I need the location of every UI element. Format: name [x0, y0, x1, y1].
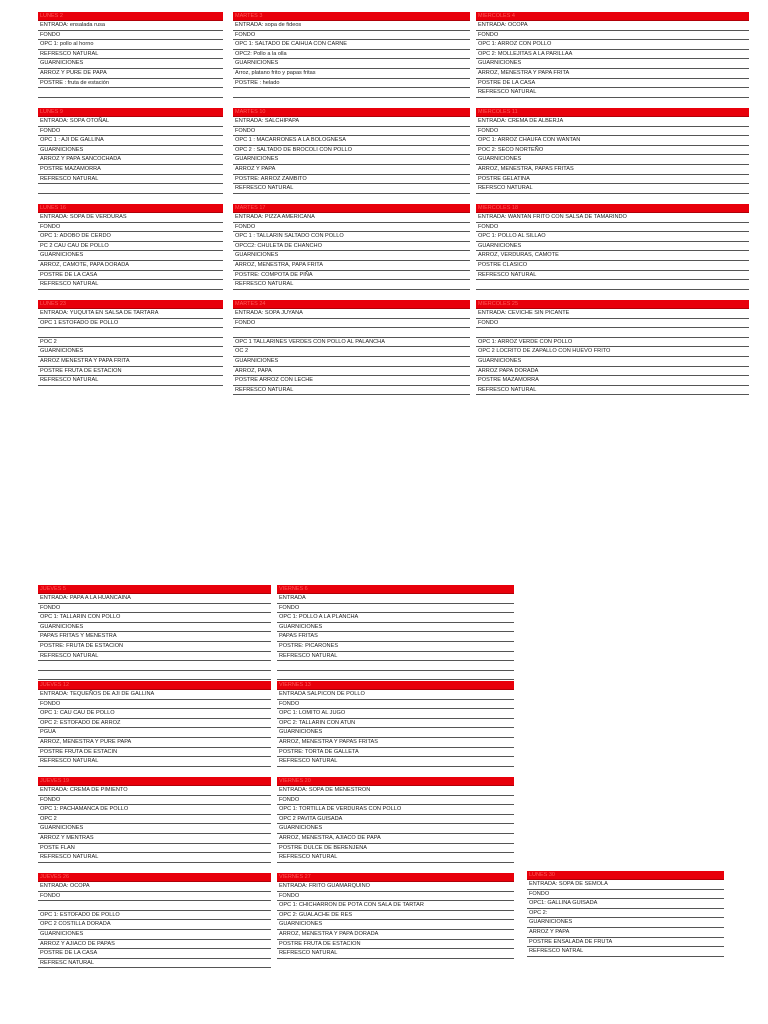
menu-line: ENTRADA: YUQUITA EN SALSA DE TARTARA	[38, 309, 223, 319]
menu-line: POSTRE: TORTA DE GALLETA	[277, 748, 514, 758]
menu-line: ARROZ Y PAPA	[527, 928, 724, 938]
menu-line: REFRESCO NATURAL	[38, 175, 223, 185]
day-header: MARTES 10	[233, 108, 470, 117]
menu-line: FONDO	[38, 796, 271, 806]
bottom-menu-block-4	[277, 681, 514, 767]
menu-line: POSTRE GELATINA	[476, 175, 749, 185]
menu-line: FONDO	[233, 127, 470, 137]
top-menu-block-5	[233, 108, 470, 194]
menu-line: ARROZ, MENESTRA Y PAPA FRITA	[476, 69, 749, 79]
menu-line: OPCC2: CHULETA DE CHANCHO	[233, 242, 470, 252]
menu-line: ENTRADA: OCOPA	[476, 21, 749, 31]
menu-line: GUARNICIONES	[233, 251, 470, 261]
menu-line: OPC 1: TORTILLA DE VERDURAS CON POLLO	[277, 805, 514, 815]
menu-line: POSTRE DE LA CASA	[38, 949, 271, 959]
menu-line: FONDO	[277, 796, 514, 806]
menu-line: FONDO	[233, 31, 470, 41]
menu-line: REFRESCO NATURAL	[38, 376, 223, 386]
menu-line: GUARNICIONES	[233, 357, 470, 367]
menu-line: Arroz, platano frito y papas fritas	[233, 69, 470, 79]
menu-line: FONDO	[277, 892, 514, 902]
menu-line: OPC 1: ARROZ VERDE CON POLLO	[476, 338, 749, 348]
menu-line: FONDO	[38, 892, 271, 902]
menu-line: POSTRE: FRUTA DE ESTACION	[38, 642, 271, 652]
menu-line	[476, 328, 749, 338]
menu-line: ARROZ, MENESTRA Y PURE PAPA	[38, 738, 271, 748]
day-header: MIERCOLES 11	[476, 108, 749, 117]
day-header: LUNES 9	[38, 108, 223, 117]
menu-line: REFRESCO NATURAL	[233, 184, 470, 194]
menu-line: ENTRADA: SALCHIPAPA	[233, 117, 470, 127]
menu-line: FONDO	[277, 604, 514, 614]
day-header: VIERNES 13	[277, 681, 514, 690]
menu-line	[233, 88, 470, 98]
menu-line: FONDO	[38, 223, 223, 233]
day-header: LUNES 2	[38, 12, 223, 21]
day-header: LUNES 30	[527, 871, 724, 880]
menu-line: OPC 1: PACHAMANCA DE POLLO	[38, 805, 271, 815]
menu-line: PAPAS FRITAS	[277, 632, 514, 642]
menu-line	[38, 88, 223, 98]
day-header: LUNES 16	[38, 204, 223, 213]
menu-line: ARROZ MENESTRA Y PAPA FRITA	[38, 357, 223, 367]
menu-line: OPC 1: CAU CAU DE POLLO	[38, 709, 271, 719]
menu-line: ENTRADA: CREMA DE ALBERJA	[476, 117, 749, 127]
menu-line: OPC 1 : TALLARIN SALTADO CON POLLO	[233, 232, 470, 242]
menu-line: OPC 1: POLLO A LA PLANCHA	[277, 613, 514, 623]
menu-line: ENTRADA: OCOPA	[38, 882, 271, 892]
top-menu-block-2	[233, 12, 470, 98]
menu-line: REFRESCO NATURAL	[233, 280, 470, 290]
menu-line: FONDO	[38, 127, 223, 137]
menu-line: POSTRE DE LA CASA	[38, 271, 223, 281]
menu-line: POSTE FLAN	[38, 844, 271, 854]
day-header: JUEVES 5	[38, 585, 271, 594]
menu-line: OPC 1 ESTOFADO DE POLLO	[38, 319, 223, 329]
menu-line: POSTRE CLASICO	[476, 261, 749, 271]
menu-line: REFRESCO NATURAL	[233, 386, 470, 396]
menu-line: OPC 1: ARROZ CON POLLO	[476, 40, 749, 50]
menu-line: PC 2 CAU CAU DE POLLO	[38, 242, 223, 252]
menu-line	[277, 671, 514, 681]
menu-line: GUARNICIONES	[476, 242, 749, 252]
menu-line	[38, 671, 271, 681]
day-header: MARTES 24	[233, 300, 470, 309]
menu-line: REFRESCO NATURAL	[277, 949, 514, 959]
top-menu-block-9	[476, 204, 749, 290]
menu-line: FONDO	[38, 700, 271, 710]
menu-line: REFRESCO NATURAL	[476, 386, 749, 396]
menu-line: ARROZ, VERDURAS, CAMOTE	[476, 251, 749, 261]
menu-line: ARROZ Y PAPA	[233, 165, 470, 175]
menu-line: POSTRE: ARROZ ZAMBITO	[233, 175, 470, 185]
menu-line: OPC 2: GUALACHE DE RES	[277, 911, 514, 921]
menu-line: POC 2: SECO NORTEÑO	[476, 146, 749, 156]
menu-line: POSTRE FRUTA DE ESTACIN	[38, 748, 271, 758]
menu-line: OPC 2: ESTOFADO DE ARROZ	[38, 719, 271, 729]
menu-line: ENTRADA: SOPA JUYANA	[233, 309, 470, 319]
top-menu-block-1	[38, 12, 223, 98]
menu-line: ARROZ PAPA DORADA	[476, 367, 749, 377]
menu-line: ENTRADA: PIZZA AMERICANA	[233, 213, 470, 223]
menu-line: POSTRE ARROZ CON LECHE	[233, 376, 470, 386]
menu-line	[277, 661, 514, 671]
day-header: JUEVES 12	[38, 681, 271, 690]
menu-line	[38, 901, 271, 911]
top-menu-block-7	[38, 204, 223, 290]
menu-line: FONDO	[233, 319, 470, 329]
day-header: MIERCOLES 4	[476, 12, 749, 21]
menu-line: OPC 1 : MACARRONES A LA BOLOGNESA	[233, 136, 470, 146]
menu-line: OPC 2 PAVITA GUISADA	[277, 815, 514, 825]
day-header: JUEVES 19	[38, 777, 271, 786]
menu-line: OPC 1: ESTOFADO DE POLLO	[38, 911, 271, 921]
menu-line: OPC2: Pollo a la olla	[233, 50, 470, 60]
menu-line: FONDO	[476, 127, 749, 137]
menu-line: GUARNICIONES	[277, 623, 514, 633]
menu-line: ENTRADA: ensalada rusa	[38, 21, 223, 31]
day-header: JUEVES 26	[38, 873, 271, 882]
menu-line: ARROZ, MENESTRA, AJIACO DE PAPA	[277, 834, 514, 844]
menu-line: POSTRE: PICARONES	[277, 642, 514, 652]
menu-line: ARROZ, PAPA	[233, 367, 470, 377]
menu-line: REFRESCO NATURAL	[38, 853, 271, 863]
menu-line: ENTRADA: PAPA A LA HUANCAINA	[38, 594, 271, 604]
menu-line: POSTRE FRUTA DE ESTACION	[277, 940, 514, 950]
menu-line: GUARNICIONES	[38, 930, 271, 940]
menu-line: REFRESCO NATURAL	[476, 88, 749, 98]
menu-line: OPC 1: CHICHARRON DE POTA CON SALA DE TARTAR	[277, 901, 514, 911]
top-menu-block-11	[233, 300, 470, 395]
menu-line: REFRESCO NATURAL	[38, 652, 271, 662]
menu-line	[38, 661, 271, 671]
menu-line: GUARNICIONES	[277, 824, 514, 834]
top-menu-block-4	[38, 108, 223, 194]
menu-line: ENTRADA: FRITO GUAMARQUINO	[277, 882, 514, 892]
top-menu-block-6	[476, 108, 749, 194]
menu-line: FONDO	[476, 319, 749, 329]
menu-line	[38, 184, 223, 194]
menu-line: ENTRADA: SOPA DE SEMOLA	[527, 880, 724, 890]
menu-line: GUARNICIONES	[38, 824, 271, 834]
day-header: MIERCOLES 18	[476, 204, 749, 213]
top-menu-block-8	[233, 204, 470, 290]
menu-line: OPC 2: TALLARIN CON ATUN	[277, 719, 514, 729]
menu-line: REFRSCO NATURAL	[476, 184, 749, 194]
menu-line	[38, 328, 223, 338]
top-menu-block-10	[38, 300, 223, 386]
menu-line: POSTRE: COMPOTA DE PIÑA	[233, 271, 470, 281]
menu-line: GUARNICIONES	[233, 155, 470, 165]
menu-line: OPC 1: POLLO AL SILLAO	[476, 232, 749, 242]
menu-line: GUARNICIONES	[476, 155, 749, 165]
menu-line: ARROZ Y AJIACO DE PAPAS	[38, 940, 271, 950]
top-menu-block-3	[476, 12, 749, 98]
day-header: VIERNES 27	[277, 873, 514, 882]
menu-line: ENTRADA SALPICON DE POLLO	[277, 690, 514, 700]
menu-line: ARROZ, MENESTRA Y PAPAS FRITAS	[277, 738, 514, 748]
bottom-menu-block-8	[277, 873, 514, 959]
menu-line: ENTRADA: WANTAN FRITO CON SALSA DE TAMARINDO	[476, 213, 749, 223]
menu-line: POSTRE FRUTA DE ESTACION	[38, 367, 223, 377]
menu-line: ENTRADA: CEVICHE SIN PICANTE	[476, 309, 749, 319]
menu-line: OPC 2:	[527, 909, 724, 919]
menu-line: GUARNICIONES	[277, 728, 514, 738]
menu-line: FONDO	[476, 223, 749, 233]
menu-line: GUARNICIONES	[38, 623, 271, 633]
menu-line	[233, 328, 470, 338]
menu-line: POC 2	[38, 338, 223, 348]
menu-line: REFRESCO NATURAL	[277, 757, 514, 767]
menu-line: ARROZ Y PURE DE PAPA	[38, 69, 223, 79]
menu-line: POSTRE MAZAMORRA	[476, 376, 749, 386]
menu-line: PAPAS FRITAS Y MENESTRA	[38, 632, 271, 642]
day-header: MARTES 3	[233, 12, 470, 21]
menu-line: ENTRADA: SOPA DE MENESTRON	[277, 786, 514, 796]
menu-line: GUARNICIONES	[38, 347, 223, 357]
day-header: VIERNES 20	[277, 777, 514, 786]
menu-line: REFRESCO NATURAL	[38, 50, 223, 60]
top-menu-block-12	[476, 300, 749, 395]
menu-line: OPC 1: ARROZ CHAUFA CON WANTAN	[476, 136, 749, 146]
menu-line: OPC 2 COSTILLA DORADA	[38, 920, 271, 930]
menu-line: OPC 1 : AJI DE GALLINA	[38, 136, 223, 146]
bottom-menu-block-2	[277, 585, 514, 680]
menu-line: ENTRADA: SOPA DE VERDURAS	[38, 213, 223, 223]
menu-line: GUARNICIONES	[38, 59, 223, 69]
menu-line: REFRESCO NATURAL	[38, 280, 223, 290]
menu-line: OPC 1: ADOBO DE CERDO	[38, 232, 223, 242]
bottom-menu-block-5	[38, 777, 271, 863]
menu-line: GUARNICIONES	[476, 357, 749, 367]
menu-line: POSTRE MAZAMORRA	[38, 165, 223, 175]
bottom-menu-block-9	[527, 871, 724, 957]
menu-line: OPC 1: SALTADO DE CAIHUA CON CARNE	[233, 40, 470, 50]
bottom-menu-block-3	[38, 681, 271, 767]
menu-line: REFRESCO NATURAL	[277, 853, 514, 863]
bottom-menu-block-6	[277, 777, 514, 863]
menu-line: OPC 1: pollo al horno	[38, 40, 223, 50]
menu-line: OPC 1: LOMITO AL JUGO	[277, 709, 514, 719]
menu-line: GUARNICIONES	[277, 920, 514, 930]
day-header: MIERCOLES 25	[476, 300, 749, 309]
bottom-menu-block-1	[38, 585, 271, 680]
menu-line: GUARNICIONES	[476, 59, 749, 69]
menu-line: REFRESCO NATURAL	[277, 652, 514, 662]
menu-line: FONDO	[277, 700, 514, 710]
menu-line: ENTRADA	[277, 594, 514, 604]
menu-line: PGUA	[38, 728, 271, 738]
menu-line: ENTRADA: sopa de fideos	[233, 21, 470, 31]
menu-line: FONDO	[527, 890, 724, 900]
menu-line: OC 2	[233, 347, 470, 357]
day-header: VIERNES 6	[277, 585, 514, 594]
menu-line: GUARNICIONES	[38, 146, 223, 156]
menu-line: POSTRE ENSALADA DE FRUTA	[527, 938, 724, 948]
day-header: MARTES 17	[233, 204, 470, 213]
menu-line: REFRESCO NATRAL	[527, 947, 724, 957]
menu-line: ARROZ, CAMOTE, PAPA DORADA	[38, 261, 223, 271]
menu-line: REFRESCO NATURAL	[476, 271, 749, 281]
menu-line: REFRESCO NATURAL	[38, 757, 271, 767]
menu-line: GUARNICIONES	[38, 251, 223, 261]
menu-line: OPC 2 : SALTADO DE BROCOLI CON POLLO	[233, 146, 470, 156]
menu-line: ENTRADA: CREMA DE PIMIENTO	[38, 786, 271, 796]
menu-line: ENTRADA: TEQUEÑOS DE AJI DE GALLINA	[38, 690, 271, 700]
bottom-menu-block-7	[38, 873, 271, 968]
menu-line: FONDO	[233, 223, 470, 233]
menu-line: ARROZ, MENESTRA, PAPA FRITA	[233, 261, 470, 271]
menu-line: ARROZ, MENESTRA, PAPAS FRITAS	[476, 165, 749, 175]
menu-line: REFRESC NATURAL	[38, 959, 271, 969]
menu-line: ENTRADA: SOPA OTOÑAL	[38, 117, 223, 127]
menu-line: FONDO	[38, 604, 271, 614]
menu-line: OPC1: GALLINA GUISADA	[527, 899, 724, 909]
menu-line: POSTRE DE LA CASA	[476, 79, 749, 89]
menu-line: POSTRE : helado	[233, 79, 470, 89]
menu-line	[476, 280, 749, 290]
menu-line: FONDO	[476, 31, 749, 41]
menu-line: ARROZ, MENESTRA Y PAPA DORADA	[277, 930, 514, 940]
menu-line: OPC 2	[38, 815, 271, 825]
menu-line: POSTRE : fruta de estación	[38, 79, 223, 89]
menu-line: OPC 1 TALLARINES VERDES CON POLLO AL PALANCHA	[233, 338, 470, 348]
menu-line: POSTRE DULCE DE BERENJENA	[277, 844, 514, 854]
menu-line: OPC 2: MOLLEJITAS A LA PARILLAA	[476, 50, 749, 60]
menu-line: FONDO	[38, 31, 223, 41]
menu-line: ARROZ Y MENTRAS	[38, 834, 271, 844]
menu-line: ARROZ Y PAPA SANCOCHADA	[38, 155, 223, 165]
menu-line: GUARNICIONES	[233, 59, 470, 69]
day-header: LUNES 23	[38, 300, 223, 309]
menu-line: OPC 1: TALLARIN CON POLLO	[38, 613, 271, 623]
menu-line: OPC 2 LOCRITO DE ZAPALLO CON HUEVO FRITO	[476, 347, 749, 357]
menu-line: GUARNICIONES	[527, 918, 724, 928]
